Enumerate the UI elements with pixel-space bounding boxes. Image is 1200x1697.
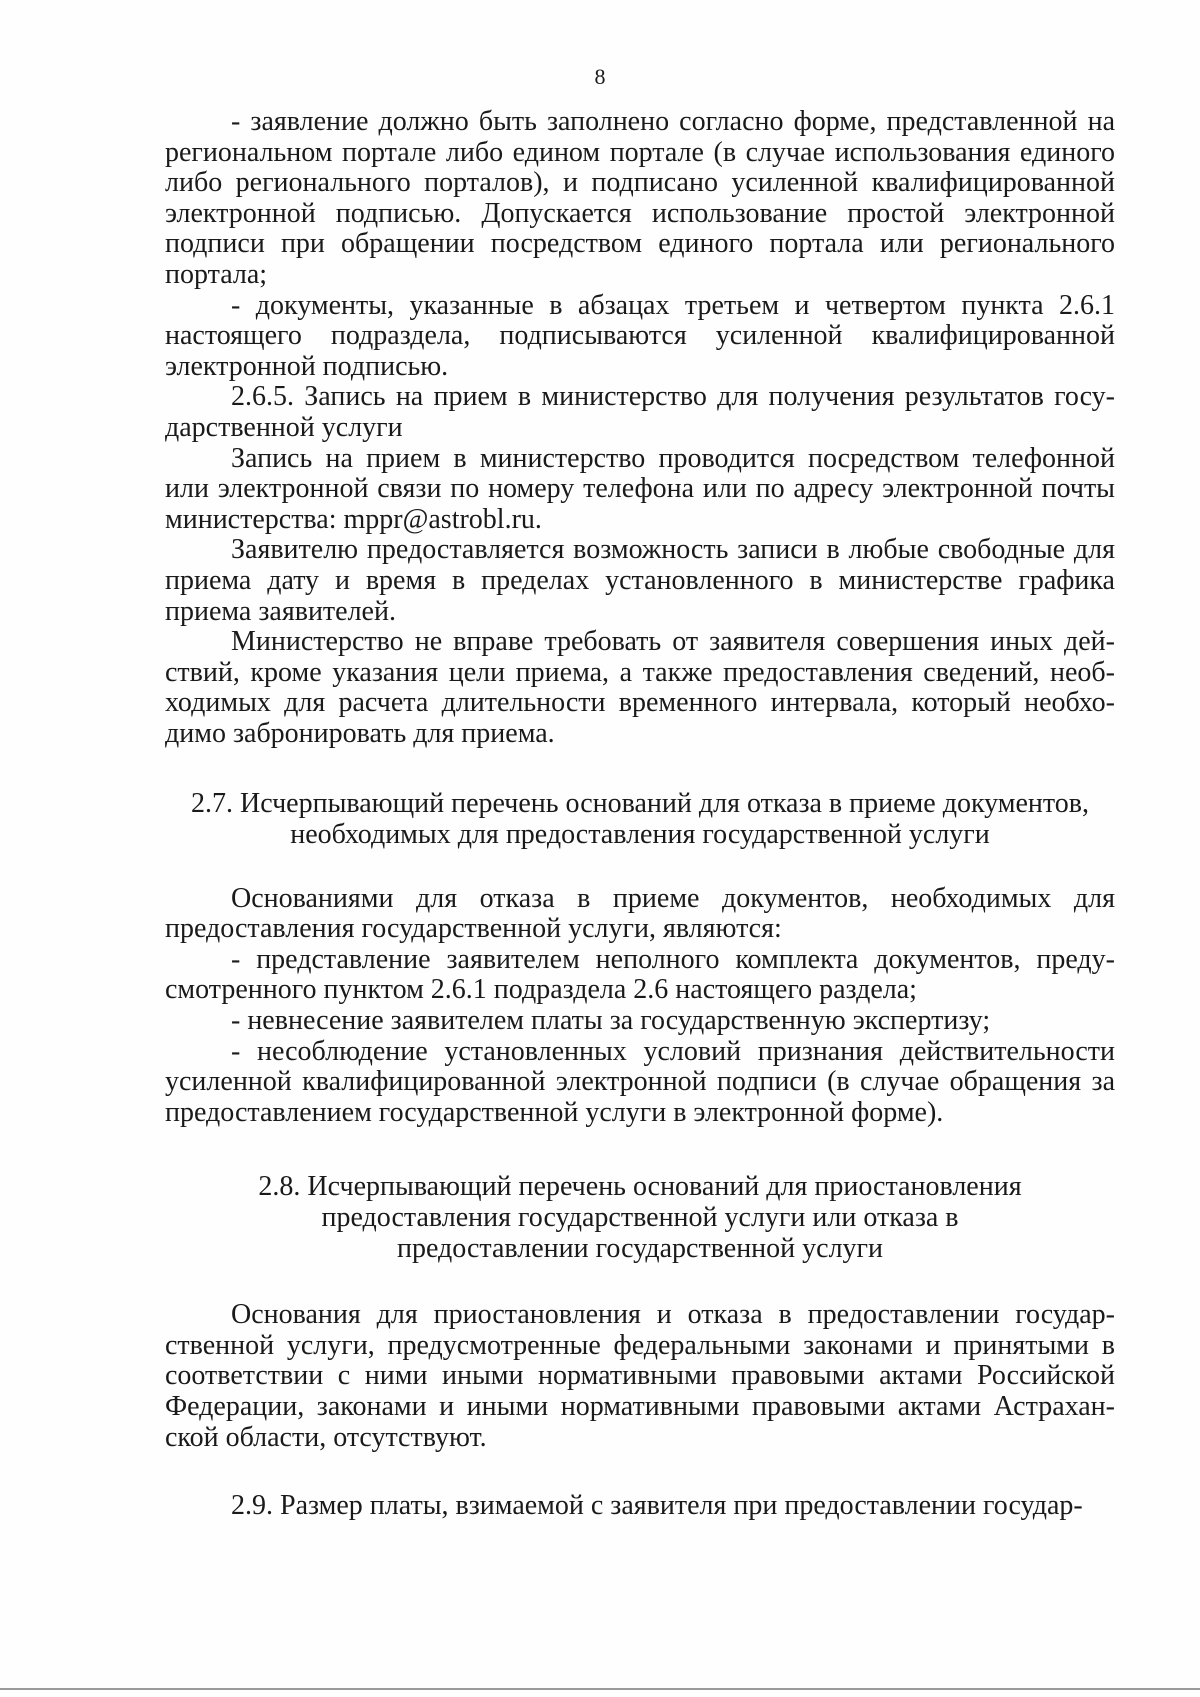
paragraph-ministry-restrictions: Министерство не вправе требовать от заявителя совершения иных действий, кроме указания цели приема, а также предоставления сведений, необходимых для расчета длительности временного интервала, который необходимо забронировать для приема.	[165, 626, 1115, 749]
section-heading-2-8: 2.8. Исчерпывающий перечень оснований для приостановления предоставления государственной услуги или отказа в предоставлении государственной услуги	[258, 1171, 1022, 1264]
paragraph-signature-invalid: - несоблюдение установленных условий признания действительности усиленной квалифицированной электронной подписи (в случае обращения за предоставлением государственной услуги в электронной форме).	[165, 1035, 1115, 1128]
paragraph-refusal-grounds-intro: Основаниями для отказа в приеме документов, необходимых для предоставления государственной услуги, являются:	[165, 882, 1115, 945]
paragraph-appointment-contact: Запись на прием в министерство проводится посредством телефонной или электронной связи по номеру телефона или по адресу электронной почты министерства: mppr@astrobl.ru.	[165, 442, 1115, 535]
paragraph-suspension-grounds: Основания для приостановления и отказа в предоставлении государственной услуги, предусмотренные федеральными законами и принятыми в соответствии с ними иными нормативными правовыми актами Российской Федерации, законами и иными нормативными правовыми актами Астраханской области, отсутствуют.	[165, 1299, 1115, 1453]
paragraph-appointment-schedule: Заявителю предоставляется возможность записи в любые свободные для приема дату и время в пределах установленного в министерстве графика приема заявителей.	[165, 534, 1115, 627]
section-heading-2-7: 2.7. Исчерпывающий перечень оснований для отказа в приеме документов, необходимых для предоставления государственной услуги	[191, 788, 1089, 851]
paragraph-incomplete-documents: - представление заявителем неполного комплекта документов, предусмотренного пунктом 2.6.1 подраздела 2.6 настоящего раздела;	[165, 943, 1115, 1006]
scan-edge-line	[0, 1688, 1200, 1690]
document-body	[165, 107, 1115, 1522]
paragraph-documents-signature: - документы, указанные в абзацах третьем и четвертом пункта 2.6.1 настоящего подраздела, подписываются усиленной квалифицированной электронной подписью.	[165, 289, 1115, 382]
paragraph-2-6-5-title: 2.6.5. Запись на прием в министерство для получения результатов государственной услуги	[165, 381, 1115, 443]
page-number: 8	[594, 64, 606, 89]
paragraph-unpaid-fee: - невнесение заявителем платы за государственную экспертизу;	[231, 1005, 991, 1037]
paragraph-application-form: - заявление должно быть заполнено согласно форме, представленной на региональном портале либо едином портале (в случае использования единого либо регионального порталов), и подписано усиленной квалифицированной электронной подписью. Допускается использование простой электронной подписи при обращении посредством единого портала или регионального портала;	[165, 106, 1115, 290]
paragraph-2-9-fee: 2.9. Размер платы, взимаемой с заявителя при предоставлении государ-	[231, 1490, 1083, 1522]
